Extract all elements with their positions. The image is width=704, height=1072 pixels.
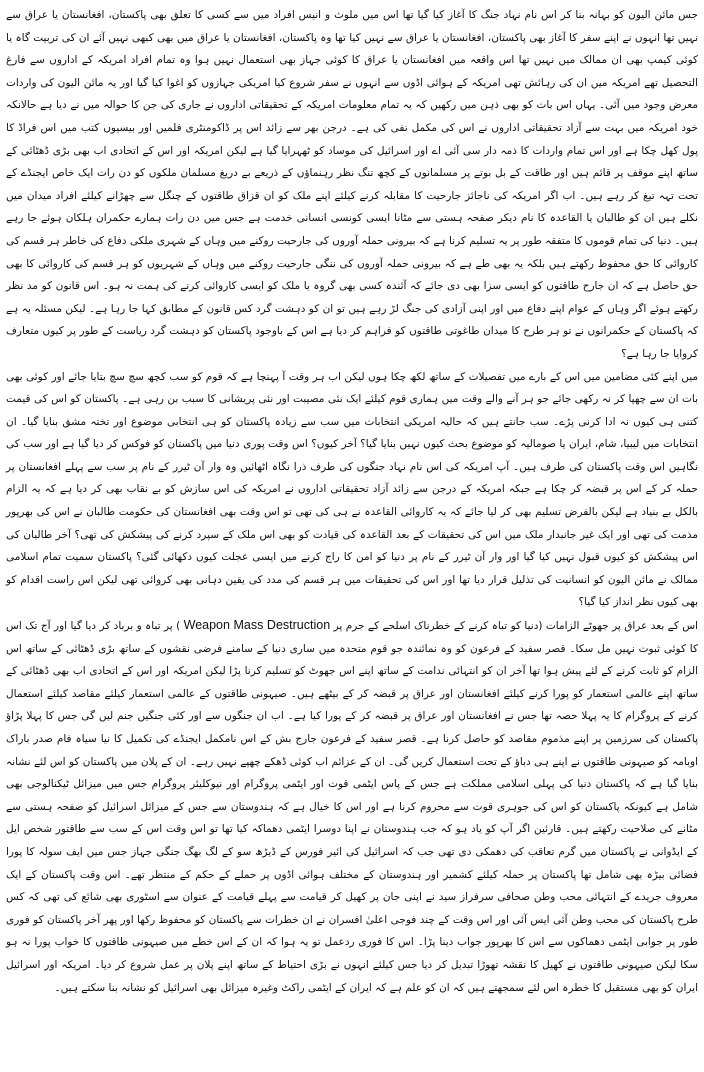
- paragraph-2: [6, 366, 698, 615]
- paragraph-3-text-end: ) پر تباہ و برباد کر دیا گیا اور آج تک اس کا کوئی ثبوت نہیں مل سکا۔ قصر سفید کے فرعون کو وہ نمائندہ جو قوم متحدہ میں ساری دنیا کے سامنے فرضی نقشوں کے ساتھ بڑی ڈھٹائی کے ساتھ اس الزام کو ثابت کرنے کے لئے پیش ہوا تھا آخر ان کو انتہائی ندامت کے ساتھ اپنے اس جھوٹ کو تسلیم کرنا پڑا لیکن امریکہ اور اس کے اتحادی اب بھی ڈھٹائی کے ساتھ اپنے عالمی استعمار کو پورا کرنے کیلئے افغانستان اور عراق پر قبضہ کر کے بیٹھے ہیں۔ صیہونی طاقتوں کے عالمی استعمار کیلئے مقاصد کیلئے استعمال کرنے کے پروگرام کا یہ پہلا حصہ تھا جس نے افغانستان اور عراق پر قبضہ کر کے پورا کیا ہے۔ اب ان جنگوں سے اور کئی جنگیں جنم لیں گی جس کا پہلا پڑاؤ پاکستان کی سرزمین پر اپنے مذموم مقاصد کو حاصل کرنا ہے۔ قصر سفید کے فرعون جارج بش کے اس نامکمل ایجنڈے کی تکمیل کا نیا سیاہ فام صدر باراک اوبامہ کو صیہونی طاقتوں نے اپنے ہی دباؤ کے تحت استعمال کریں گی۔ ان کے عزائم اب کوئی ڈھکے چھپے نہیں رہے۔ ان کے پلان میں پاکستان کو اس لئے نشانہ بنایا گیا ہے کہ پاکستان دنیا کی پہلی اسلامی مملکت ہے جس کے پاس ایٹمی قوت اور ایٹمی پروگرام اور نیوکلیئر پروگرام جس میں میزائل ٹیکنالوجی بھی شامل ہے کیونکہ پاکستان کو اس کی جوہری قوت سے محروم کرنا ہے اور اس کا خیال ہے کہ ہندوستان سے جس کے میزائل اسرائیل کو صفحہ ہستی سے مٹانے کی صلاحیت رکھتے ہیں۔ قارئین اگر آپ کو یاد ہو کہ جب ہندوستان نے اپنا دوسرا ایٹمی دھماکہ کیا تھا تو اس وقت اس کے سب سے طاقتور شخص ایل کے ایڈوانی نے پاکستان میں گرم تعاقب کی دھمکی دی تھی جب کہ اسرائیل کی ائیر فورس کے ڈیڑھ سو کے لگ بھگ جنگی جہاز جس میں ایف سولہ کا پورا فضائی بیڑہ بھی شامل تھا پاکستان پر حملہ کیلئے کشمیر اور ہندوستان کے مختلف ہوائی اڈوں پر حملے کے حکم کے منتظر تھے۔ اس وقت پاکستان کے ایک معروف جریدے کے انتہائی محب وطن صحافی سرفراز سید نے اپنی جان پر کھیل کر قیامت سے پہلے قیامت کے عنوان سے اسٹوری بھی شائع کی تھی کہ کس طرح پاکستان کی محب وطن آئی ایس آئی اور اس وقت کے چند فوجی اعلیٰ افسران نے ان خطرات سے پاکستان کو محفوظ رکھا اور پھر آخر پاکستان کو فوری طور پر جوابی ایٹمی دھماکوں سے اس کا بھرپور جواب دینا پڑا۔ اس کا فوری ردعمل تو یہ ہوا کہ ان کے اس خطے میں صیہونی طاقتوں کا خواب پورا نہ ہو سکا لیکن صیہونی طاقتوں نے کھیل کا نقشہ تھوڑا تبدیل کر دیا جس کیلئے انہوں نے بڑی احتیاط کے ساتھ اپنے پلان پر عمل شروع کر دیا۔ امریکہ اور اسرائیل ایران کو بھی مستقبل کا خطرہ اس لئے سمجھتے ہیں کہ ان کو علم ہے کہ ایران کے ایٹمی راکٹ وغیرہ میزائل بھی اسرائیل کو نشانہ بنا سکتے ہیں۔: [6, 620, 698, 994]
- paragraph-3-english-term: Weapon Mass Destruction: [183, 618, 331, 633]
- paragraph-1: [6, 4, 698, 366]
- paragraph-3-text-start: اس کے بعد عراق پر جھوٹے الزامات (دنیا کو تباہ کرنے کے خطرناک اسلحے کے جرم پر: [333, 620, 698, 633]
- paragraph-3: [6, 614, 698, 999]
- paragraph-1-text: جس مائن الیون کو بہانہ بنا کر اس نام نہاد جنگ کا آغاز کیا گیا تھا اس میں ملوث و انیس افراد میں سے کسی کا تعلق بھی پاکستان، افغانستان یا عراق سے نہیں تھا انہوں نے اپنے سفر کا آغاز بھی پاکستان، افغانستان یا عراق سے نہیں کیا تھا وہ پاکستان، افغانستان یا عراق میں بھی کبھی نہیں آئے ان کی تربیت گاہ یا کوئی کیمپ بھی ان ممالک میں نہیں تھا اس واقعہ میں افغانستان یا عراق کا کوئی جہاز بھی استعمال نہیں ہوا وہ تمام افراد امریکہ کے اداروں سے فارغ التحصیل تھے امریکہ میں ان کی رہائش تھی امریکہ کے ہوائی اڈوں سے انہوں نے سفر شروع کیا امریکی جہازوں کو اغوا کیا گیا اور یہ مائن الیون کی واردات معرض وجود میں آئی۔ یہاں اس بات کو بھی ذہن میں رکھیں کہ یہ تمام معلومات امریکہ کے تحقیقاتی اداروں نے جاری کی جن کا حوالہ میں نے دیا ہے حالانکہ خود امریکہ میں بہت سے آزاد تحقیقاتی اداروں نے اس کی مکمل نفی کی ہے۔ درجن بھر سے زائد اس پر ڈاکومنٹری فلمیں اور بیسیوں کتب میں اس فراڈ کا پول کھل چکا ہے اور اس تمام واردات کا ذمہ دار سی آئی اے اور اسرائیل کی موساد کو ٹھہرایا گیا ہے لیکن امریکہ اور اس کے اتحادی اب بھی بڑی ڈھٹائی کے ساتھ اپنے موقف پر قائم ہیں اور طاقت کے بل بوتے پر مسلمانوں کے کچھ تنگ نظر رہنماؤں کے ذریعے بے دریغ مسلمان ملکوں کو دن رات ایک خاص ایجنڈے کے تحت تہہ تیغ کر رہے ہیں۔ اب اگر امریکہ کی ناجائز جارحیت کا مقابلہ کرنے کیلئے اپنے ملک کو ان قزاق طاقتوں کے چنگل سے چھڑانے کیلئے افراد میدان میں نکلے ہیں ان کو طالبان یا القاعدہ کا نام دیکر صفحہ ہستی سے مٹانا ایسی کونسی انسانی خدمت ہے جس میں دن رات ہمارے حکمران ہلکان ہوئے جا رہے ہیں۔ دنیا کی تمام قوموں کا متفقہ طور پر یہ تسلیم کرنا ہے کہ بیرونی حملہ آوروں کی جارحیت روکنے میں وہاں کے شہری ملکی دفاع کی خاطر ہر قسم کی کاروائی کا حق محفوظ رکھتے ہیں بلکہ یہ بھی طے ہے کہ بیرونی حملہ آوروں کی ننگی جارحیت روکنے میں وہاں کے شہریوں کو ہر قسم کی کاروائی کا بھی حق حاصل ہے کہ ان جارح طاقتوں کو ایسی سزا بھی دی جائے کہ آئندہ کسی بھی گروہ یا ملک کو ایسی کاروائی کرنے کی ہمت نہ ہو۔ اس قانون کو مد نظر رکھتے ہوئے اگر وہاں کے عوام اپنے دفاع میں اور اپنی آزادی کی جنگ لڑ رہے ہیں تو ان کو دہشت گرد کس قانون کے مطابق کہا جا رہا ہے۔ لیکن مسئلہ یہ ہے کہ پاکستان کے حکمرانوں نے تو ہر طرح کا میدان طاغوتی طاقتوں کو فراہم کر دیا ہے اس کے باوجود پاکستان کو دہشت گرد ریاست کے طور پر کیوں متعارف کروایا جا رہا ہے؟: [5, 9, 698, 360]
- paragraph-2-text: میں اپنے کئی مضامین میں اس کے بارے میں تفصیلات کے ساتھ لکھ چکا ہوں لیکن اب ہر وقت آ پہنچا ہے کہ قوم کو سب کچھ سچ سچ بتایا جائے اور کوئی بھی بات ان سے چھپا کر نہ رکھی جائے جو ہر آنے والے وقت میں ہماری قوم کیلئے ایک نئی مصیبت اور نئی پریشانی کا سبب بن رہی ہے۔ پاکستان کو اس کی قیمت کتنی ہی کیوں نہ ادا کرنی پڑے۔ سب جانتے ہیں کہ حالیہ امریکی انتخابات میں سب سے زیادہ پاکستان کو ہی انتخابی موضوع اور تختہ مشق بنایا گیا۔ ان انتخابات میں لیبیا، شام، ایران یا صومالیہ کو موضوع بحث کیوں نہیں بنایا گیا؟ آخر کیوں؟ اس وقت پوری دنیا میں پاکستان کو فوکس کر دیا گیا ہے اور سب کی نگاہیں اس وقت پاکستان کی طرف ہیں۔ آپ امریکہ کی اس نام نہاد جنگوں کی طرف ذرا نگاہ اٹھائیں وہ وار آن ٹیرر کے نام پر سب سے پہلے افغانستان پر حملہ کر کے اس پر قبضہ کر چکا ہے جبکہ امریکہ کے درجن سے زائد آزاد تحقیقاتی اداروں نے امریکہ کی اس سازش کو بے نقاب بھی کر دیا ہے کہ یہ الزام بالکل بے بنیاد ہے لیکن بالفرض تسلیم بھی کر لیا جائے کہ یہ کاروائی القاعدہ نے ہی کی تھی تو اس وقت بھی افغانستان کی حکومت طالبان نے اس کی بھرپور مذمت کی تھی اور ایک غیر جانبدار ملک میں اس کی تحقیقات کے بعد القاعدہ کی قیادت کو بھی اس ملک کے سپرد کرنے کی پیشکش کی تھی؟ آخر طالبان کی اس پیشکش کو کیوں قبول نہیں کیا گیا اور وار آن ٹیرر کے نام پر دنیا کو امن کا راج کرنے میں ایسی عجلت کیوں دکھائی گئی؟ پاکستان سمیت تمام اسلامی ممالک نے مائن الیون کو انسانیت کی تذلیل قرار دیا تھا اور اس کی تحقیقات میں ہر قسم کی مدد کی یقین دہانی بھی کروائی تھی لیکن اس راست اقدام کو بھی کیوں نظر انداز کیا گیا؟: [6, 370, 698, 609]
